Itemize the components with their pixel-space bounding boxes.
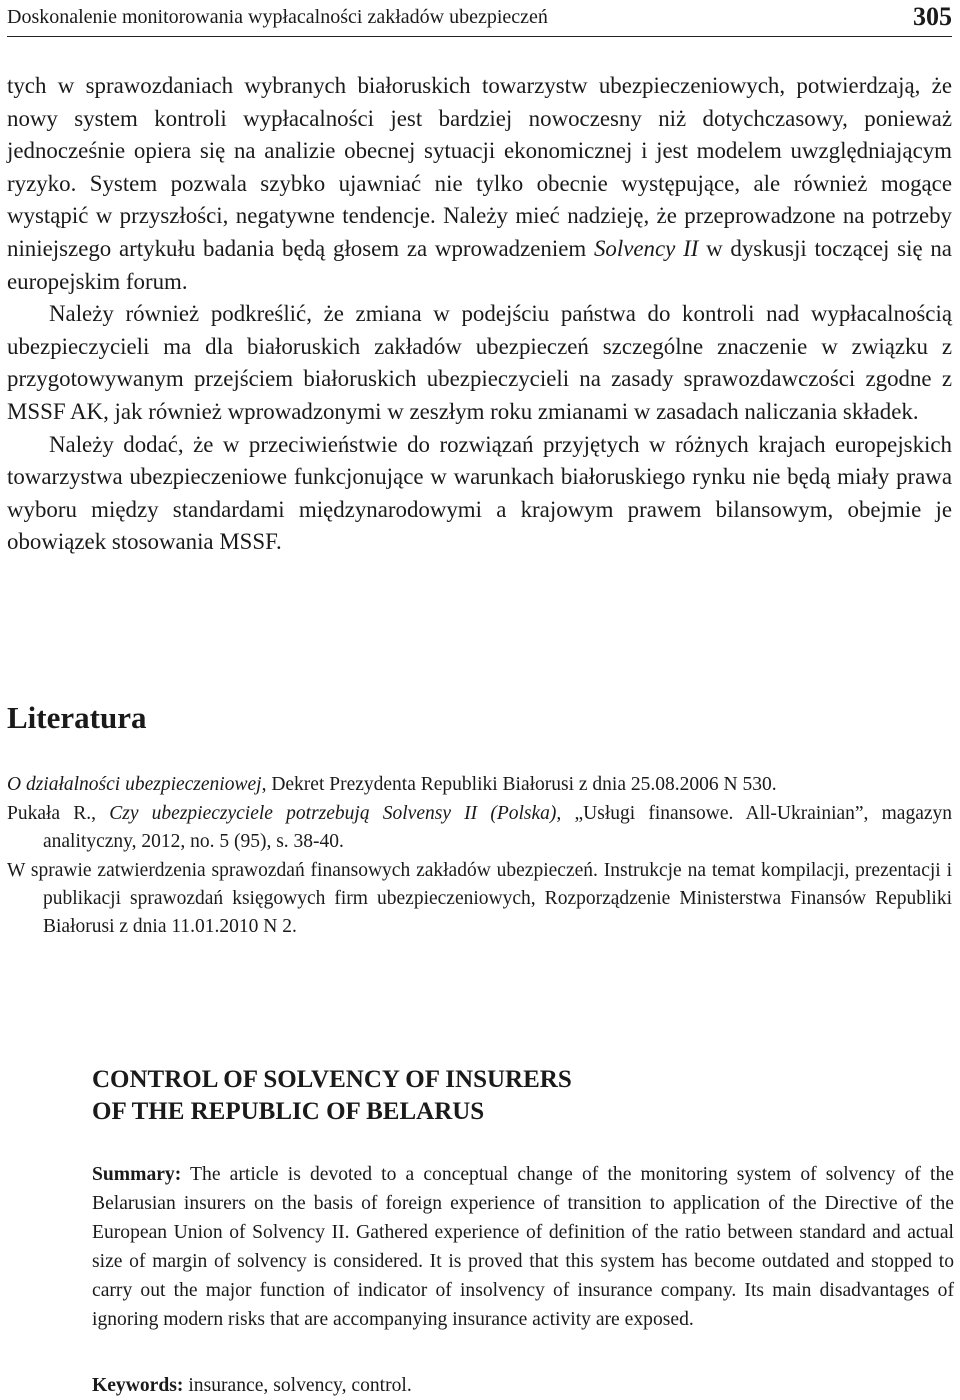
keywords-text: insurance, solvency, control. (183, 1375, 412, 1396)
reference-details: „Usługi finansowe. All-Ukrainian”, magazyn analityczny, 2012, no. 5 (95), s. 38-40. (43, 803, 953, 852)
body-text (7, 70, 952, 559)
summary-text: The article is devoted to a conceptual change of the monitoring system of solvency of the Belarusian insurers on the basis of foreign experience of transition to application of the Directive of the European Union of Solvency II. Gathered experience of definition of the ratio between standard and actual size of margin of solvency is considered. It is proved that this system has become outdated and stopped to carry out the major function of indicator of insolvency of insurance company. Its main disadvantages of ignoring modern risks that are accompanying insurance activity are exposed. (92, 1164, 954, 1330)
paragraph-1 (7, 70, 952, 298)
reference-list (7, 771, 952, 942)
reference-item: W sprawie zatwierdzenia sprawozdań finansowych zakładów ubezpieczeń. Instrukcje na temat kompilacji, prezentacji i publikacji sprawozdań księgowych firm ubezpieczeniowych, Rozporządzenie Ministerstwa Finansów Republiki Białorusi z dnia 11.01.2010 N 2. (7, 860, 952, 937)
reference-author: Pukała R., (7, 803, 110, 824)
literature-heading: Literatura (7, 700, 147, 735)
english-title-line-1: CONTROL OF SOLVENCY OF INSURERS (92, 1066, 572, 1093)
reference-title: Czy ubezpieczyciele potrzebują Solvensy II (Polska), (109, 803, 562, 824)
page-header (7, 0, 952, 37)
reference-item (7, 800, 952, 856)
keywords (92, 1373, 954, 1399)
summary-paragraph (92, 1160, 954, 1334)
summary (92, 1160, 954, 1334)
keywords-label: Keywords: (92, 1375, 184, 1396)
running-title: Doskonalenie monitorowania wypłacalności zakładów ubezpieczeń (7, 6, 548, 28)
reference-title: O działalności ubezpieczeniowej (7, 774, 262, 795)
english-title (92, 1064, 572, 1128)
paragraph-1-start: tych w sprawozdaniach wybranych białoruskich towarzystw ubezpieczeniowych, potwierdzają, że nowy system kontroli wypłacalności jest bardziej nowoczesny niż dotychczasowy, ponieważ jednocześnie opiera się na analizie obecnej sytuacji ekonomicznej i jest modelem uwzględniającym ryzyko. System pozwala szybko ujawniać nie tylko obecnie występujące, ale również mogące wystąpić w przyszłości, negatywne tendencje. Należy mieć nadzieję, że przeprowadzone na potrzeby niniejszego artykułu badania będą głosem za wprowadzeniem (7, 73, 952, 261)
english-title-line-2: OF THE REPUBLIC OF BELARUS (92, 1098, 485, 1125)
reference-item (7, 771, 952, 799)
reference-details: , Dekret Prezydenta Republiki Białorusi z dnia 25.08.2006 N 530. (261, 774, 777, 795)
summary-label: Summary: (92, 1164, 182, 1185)
paragraph-1-end: w dyskusji toczącej się na europejskim forum. (7, 235, 952, 294)
page-number: 305 (913, 2, 952, 31)
paragraph-3: Należy dodać, że w przeciwieństwie do rozwiązań przyjętych w różnych krajach europejskich towarzystwa ubezpieczeniowe funkcjonujące w warunkach białoruskiego rynku nie będą miały prawa wyboru między standardami międzynarodowymi a krajowym prawem bilansowym, obejmie je obowiązek stosowania MSSF. (7, 431, 952, 555)
solvency-term: Solvency II (593, 235, 699, 261)
paragraph-2: Należy również podkreślić, że zmiana w podejściu państwa do kontroli nad wypłacalnością ubezpieczycieli ma dla białoruskich zakładów ubezpieczeń szczególne znaczenie w związku z przygotowywanym przejściem białoruskich ubezpieczycieli na zasady sprawozdawczości zgodne z MSSF AK, jak również wprowadzonymi w zeszłym roku zmianami w zasadach naliczania składek. (7, 301, 952, 424)
